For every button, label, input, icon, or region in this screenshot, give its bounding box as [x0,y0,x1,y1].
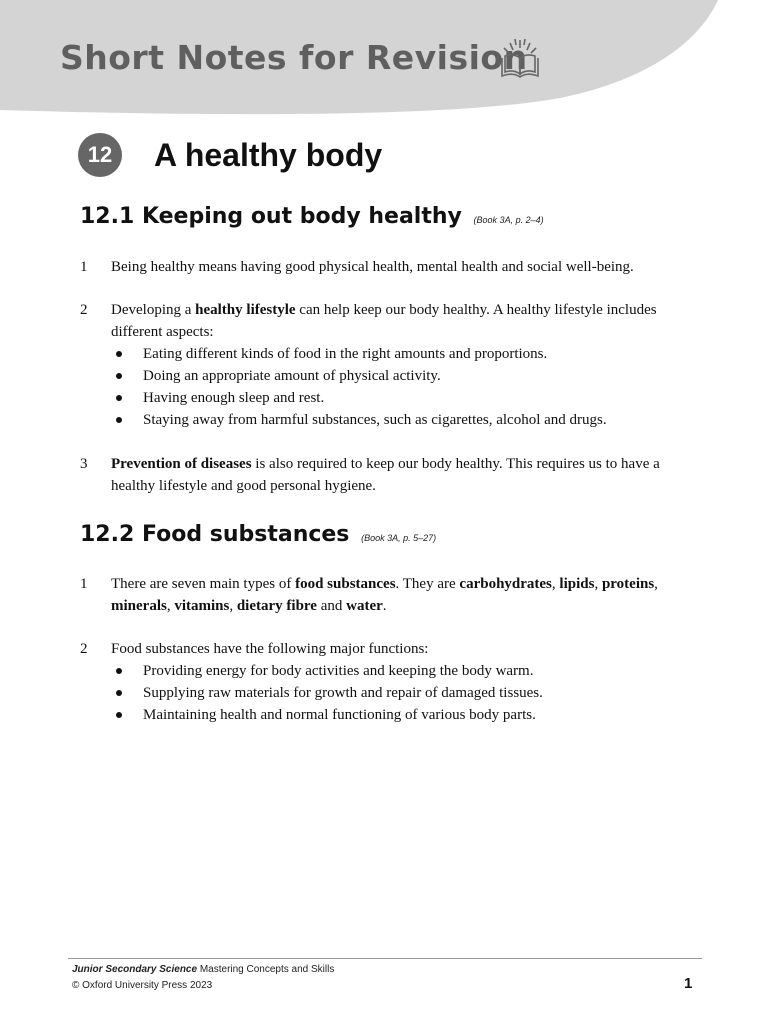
key-term: Prevention of diseases [111,456,252,472]
footer-copyright: © Oxford University Press 2023 [72,980,213,991]
key-term: carbohydrates [459,576,552,592]
key-term: dietary fibre [236,598,317,614]
section-title: Food substances [141,522,350,547]
book-reference: (Book 3A, p. 5–27) [361,533,437,543]
chapter-number-badge: 12 [78,133,122,177]
item-text: Being healthy means having good physical health, mental health and social well-being. [111,259,634,275]
item-number: 3 [80,456,88,472]
bullet-item: Doing an appropriate amount of physical activity. [111,365,692,387]
book-reference: (Book 3A, p. 2–4) [473,215,544,225]
bullet-item: Maintaining health and normal functioning of various body parts. [111,704,692,726]
section-number: 12.1 [80,204,135,229]
key-term: vitamins [174,598,230,614]
item-number: 2 [80,641,88,657]
key-term: proteins [601,576,655,592]
item-number: 1 [80,259,88,275]
list-item [80,453,692,497]
list-item [80,638,692,726]
bullet-item: Supplying raw materials for growth and repair of damaged tissues. [111,682,692,704]
item-number: 1 [80,576,88,592]
item-number: 2 [80,302,88,318]
item-text: Food substances have the following major functions: [111,641,429,657]
header-banner [0,0,768,120]
page-number: 1 [684,975,693,992]
item-text: Developing a healthy lifestyle can help keep our body healthy. A healthy lifestyle includes different aspects: [111,302,657,340]
footer-divider [68,958,702,959]
key-term: minerals [111,598,167,614]
bullet-item: Having enough sleep and rest. [111,387,692,409]
key-term: lipids [559,576,595,592]
section-heading [80,204,544,229]
item-text: There are seven main types of food substances. They are carbohydrates, lipids, proteins, minerals, vitamins, dietary fibre and water. [111,576,658,614]
section-title: Keeping out body healthy [141,204,462,229]
footer-series: Junior Secondary Science Mastering Concepts and Skills [72,964,335,975]
section-number: 12.2 [80,522,135,547]
bullet-list [111,343,692,431]
key-term: healthy lifestyle [195,302,296,318]
bullet-list [111,660,692,726]
chapter-title: A healthy body [154,136,383,173]
list-item [80,256,692,278]
list-item [80,299,692,431]
bullet-item: Staying away from harmful substances, such as cigarettes, alcohol and drugs. [111,409,692,431]
chapter-heading [78,133,382,177]
list-item [80,573,692,617]
item-text: Prevention of diseases is also required to keep our body healthy. This requires us to have a healthy lifestyle and good personal hygiene. [111,456,660,494]
key-term: water [346,598,383,614]
section-heading [80,522,436,547]
bullet-item: Eating different kinds of food in the right amounts and proportions. [111,343,692,365]
banner-title: Short Notes for Revision [60,38,528,77]
key-term: food substances [295,576,396,592]
bullet-item: Providing energy for body activities and keeping the body warm. [111,660,692,682]
